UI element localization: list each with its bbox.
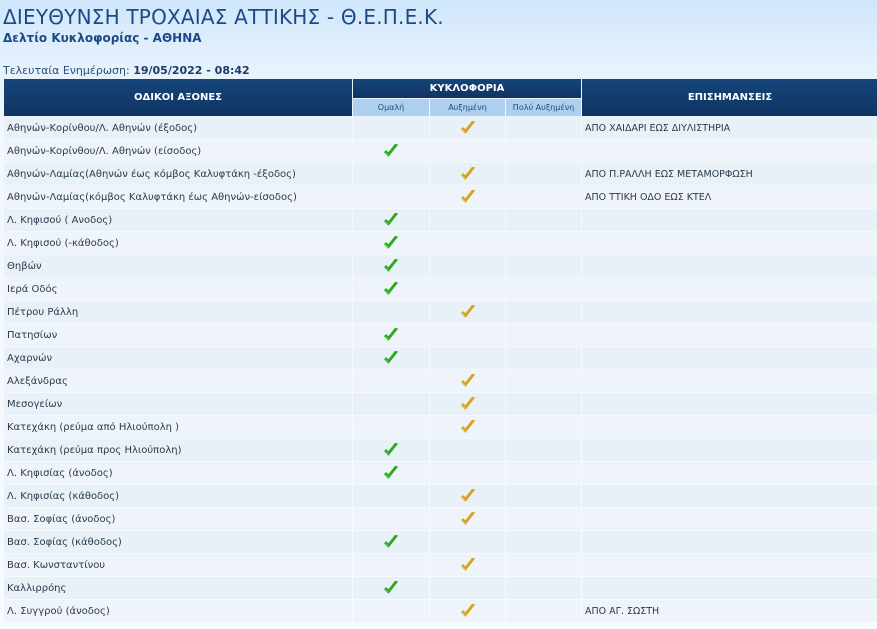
col-header-normal: Ομαλή: [353, 99, 429, 116]
status-cell-normal: [353, 140, 429, 162]
status-cell-very-increased: [506, 278, 581, 300]
road-name: Αθηνών-Λαμίας(κόμβος Καλυφτάκη έως Αθηνών-είσοδος): [4, 186, 352, 208]
status-cell-very-increased: [506, 600, 581, 622]
road-name: Πατησίων: [4, 324, 352, 346]
road-note: [582, 209, 877, 231]
road-note: [582, 508, 877, 530]
col-header-traffic: ΚΥΚΛΟΦΟΡΙΑ: [353, 79, 581, 98]
road-name: Βασ. Κωνσταντίνου: [4, 554, 352, 576]
col-header-increased: Αυξημένη: [430, 99, 505, 116]
road-note: ΑΠΟ ΤΤΙΚΗ ΟΔΟ ΕΩΣ ΚΤΕΛ: [582, 186, 877, 208]
status-cell-increased: [430, 140, 505, 162]
status-cell-very-increased: [506, 416, 581, 438]
table-row: [4, 140, 877, 162]
yellow-check-icon: [459, 372, 477, 390]
page-title: ΔΙΕΥΘΥΝΣΗ ΤΡΟΧΑΙΑΣ ΑΤΤΙΚΗΣ - Θ.Ε.Π.Ε.Κ.: [3, 5, 444, 29]
road-name: Κατεχάκη (ρεύμα προς Ηλιούπολη): [4, 439, 352, 461]
status-cell-increased: [430, 278, 505, 300]
status-cell-increased: [430, 439, 505, 461]
last-update: [3, 64, 250, 77]
yellow-check-icon: [459, 418, 477, 436]
table-row: [4, 232, 877, 254]
road-note: [582, 554, 877, 576]
status-cell-normal: [353, 439, 429, 461]
road-name: Αχαρνών: [4, 347, 352, 369]
road-name: Αθηνών-Κορίνθου/Λ. Αθηνών (είσοδος): [4, 140, 352, 162]
status-cell-increased: [430, 186, 505, 208]
road-note: [582, 278, 877, 300]
road-note: ΑΠΟ Π.ΡΑΛΛΗ ΕΩΣ ΜΕΤΑΜΟΡΦΩΣΗ: [582, 163, 877, 185]
status-cell-very-increased: [506, 485, 581, 507]
status-cell-very-increased: [506, 324, 581, 346]
status-cell-normal: [353, 209, 429, 231]
road-note: ΑΠΟ ΧΑΙΔΑΡΙ ΕΩΣ ΔΙΥΛΙΣΤΗΡΙΑ: [582, 117, 877, 139]
road-name: Κατεχάκη (ρεύμα από Ηλιούπολη ): [4, 416, 352, 438]
status-cell-normal: [353, 485, 429, 507]
status-cell-very-increased: [506, 186, 581, 208]
status-cell-increased: [430, 554, 505, 576]
status-cell-normal: [353, 301, 429, 323]
road-name: Αλεξάνδρας: [4, 370, 352, 392]
status-cell-normal: [353, 531, 429, 553]
table-row: [4, 209, 877, 231]
status-cell-normal: [353, 186, 429, 208]
status-cell-increased: [430, 508, 505, 530]
green-check-icon: [382, 464, 400, 482]
status-cell-increased: [430, 117, 505, 139]
status-cell-very-increased: [506, 531, 581, 553]
status-cell-increased: [430, 255, 505, 277]
last-update-label: Τελευταία Ενημέρωση:: [3, 64, 130, 77]
yellow-check-icon: [459, 395, 477, 413]
status-cell-normal: [353, 370, 429, 392]
road-note: [582, 301, 877, 323]
table-row: [4, 485, 877, 507]
table-row: [4, 117, 877, 139]
status-cell-normal: [353, 278, 429, 300]
green-check-icon: [382, 441, 400, 459]
road-note: [582, 416, 877, 438]
table-row: [4, 393, 877, 415]
road-name: Πέτρου Ράλλη: [4, 301, 352, 323]
col-header-roads: ΟΔΙΚΟΙ ΑΞΟΝΕΣ: [4, 79, 352, 116]
status-cell-very-increased: [506, 209, 581, 231]
status-cell-very-increased: [506, 255, 581, 277]
status-cell-very-increased: [506, 462, 581, 484]
table-row: [4, 324, 877, 346]
yellow-check-icon: [459, 165, 477, 183]
table-row: [4, 347, 877, 369]
road-note: [582, 531, 877, 553]
status-cell-increased: [430, 301, 505, 323]
table-row: [4, 531, 877, 553]
status-cell-normal: [353, 600, 429, 622]
road-name: Βασ. Σοφίας (κάθοδος): [4, 531, 352, 553]
table-row: [4, 577, 877, 599]
road-name: Λ. Κηφισίας (άνοδος): [4, 462, 352, 484]
road-name: Βασ. Σοφίας (άνοδος): [4, 508, 352, 530]
status-cell-increased: [430, 531, 505, 553]
road-note: [582, 255, 877, 277]
road-note: [582, 439, 877, 461]
road-note: [582, 393, 877, 415]
status-cell-increased: [430, 485, 505, 507]
road-name: Λ. Κηφισού ( Ανοδος): [4, 209, 352, 231]
road-name: Μεσογείων: [4, 393, 352, 415]
green-check-icon: [382, 533, 400, 551]
table-row: [4, 163, 877, 185]
table-row: [4, 255, 877, 277]
road-name: Καλλιρρόης: [4, 577, 352, 599]
status-cell-very-increased: [506, 554, 581, 576]
status-cell-increased: [430, 324, 505, 346]
status-cell-very-increased: [506, 347, 581, 369]
yellow-check-icon: [459, 188, 477, 206]
status-cell-very-increased: [506, 508, 581, 530]
status-cell-normal: [353, 324, 429, 346]
status-cell-normal: [353, 508, 429, 530]
table-row: [4, 186, 877, 208]
green-check-icon: [382, 142, 400, 160]
table-row: [4, 554, 877, 576]
road-note: [582, 140, 877, 162]
status-cell-increased: [430, 393, 505, 415]
status-cell-very-increased: [506, 439, 581, 461]
road-name: Αθηνών-Κορίνθου/Λ. Αθηνών (έξοδος): [4, 117, 352, 139]
table-row: [4, 462, 877, 484]
traffic-table: [3, 78, 877, 623]
status-cell-increased: [430, 600, 505, 622]
status-cell-increased: [430, 347, 505, 369]
status-cell-very-increased: [506, 393, 581, 415]
status-cell-increased: [430, 209, 505, 231]
status-cell-increased: [430, 577, 505, 599]
green-check-icon: [382, 234, 400, 252]
status-cell-normal: [353, 232, 429, 254]
road-name: Λ. Κηφισού (-κάθοδος): [4, 232, 352, 254]
yellow-check-icon: [459, 556, 477, 574]
green-check-icon: [382, 257, 400, 275]
table-row: [4, 508, 877, 530]
col-header-notes: ΕΠΙΣΗΜΑΝΣΕΙΣ: [582, 79, 877, 116]
road-note: [582, 324, 877, 346]
table-row: [4, 370, 877, 392]
table-row: [4, 301, 877, 323]
status-cell-normal: [353, 416, 429, 438]
yellow-check-icon: [459, 602, 477, 620]
road-name: Αθηνών-Λαμίας(Αθηνών έως κόμβος Καλυφτάκη -έξοδος): [4, 163, 352, 185]
green-check-icon: [382, 579, 400, 597]
road-name: Λ. Κηφισίας (κάθοδος): [4, 485, 352, 507]
last-update-value: 19/05/2022 - 08:42: [133, 64, 250, 77]
col-header-very-increased: Πολύ Αυξημένη: [506, 99, 581, 116]
road-name: Ιερά Οδός: [4, 278, 352, 300]
status-cell-normal: [353, 577, 429, 599]
status-cell-very-increased: [506, 163, 581, 185]
yellow-check-icon: [459, 119, 477, 137]
status-cell-very-increased: [506, 301, 581, 323]
status-cell-very-increased: [506, 370, 581, 392]
yellow-check-icon: [459, 510, 477, 528]
road-note: [582, 370, 877, 392]
status-cell-increased: [430, 163, 505, 185]
table-row: [4, 278, 877, 300]
road-note: [582, 462, 877, 484]
green-check-icon: [382, 349, 400, 367]
status-cell-increased: [430, 232, 505, 254]
status-cell-normal: [353, 462, 429, 484]
table-row: [4, 416, 877, 438]
status-cell-normal: [353, 255, 429, 277]
table-row: [4, 439, 877, 461]
status-cell-normal: [353, 117, 429, 139]
status-cell-very-increased: [506, 117, 581, 139]
yellow-check-icon: [459, 303, 477, 321]
status-cell-normal: [353, 393, 429, 415]
green-check-icon: [382, 280, 400, 298]
status-cell-very-increased: [506, 232, 581, 254]
status-cell-increased: [430, 462, 505, 484]
status-cell-normal: [353, 554, 429, 576]
road-note: [582, 485, 877, 507]
green-check-icon: [382, 326, 400, 344]
status-cell-increased: [430, 370, 505, 392]
status-cell-normal: [353, 347, 429, 369]
yellow-check-icon: [459, 487, 477, 505]
road-note: [582, 577, 877, 599]
road-note: [582, 347, 877, 369]
status-cell-very-increased: [506, 140, 581, 162]
green-check-icon: [382, 211, 400, 229]
road-note: [582, 232, 877, 254]
page-subtitle: Δελτίο Κυκλοφορίας - ΑΘΗΝΑ: [3, 31, 202, 45]
status-cell-normal: [353, 163, 429, 185]
road-name: Θηβών: [4, 255, 352, 277]
road-note: ΑΠΟ ΑΓ. ΣΩΣΤΗ: [582, 600, 877, 622]
status-cell-very-increased: [506, 577, 581, 599]
page-header: [3, 4, 444, 46]
status-cell-increased: [430, 416, 505, 438]
road-name: Λ. Συγγρού (άνοδος): [4, 600, 352, 622]
table-row: [4, 600, 877, 622]
